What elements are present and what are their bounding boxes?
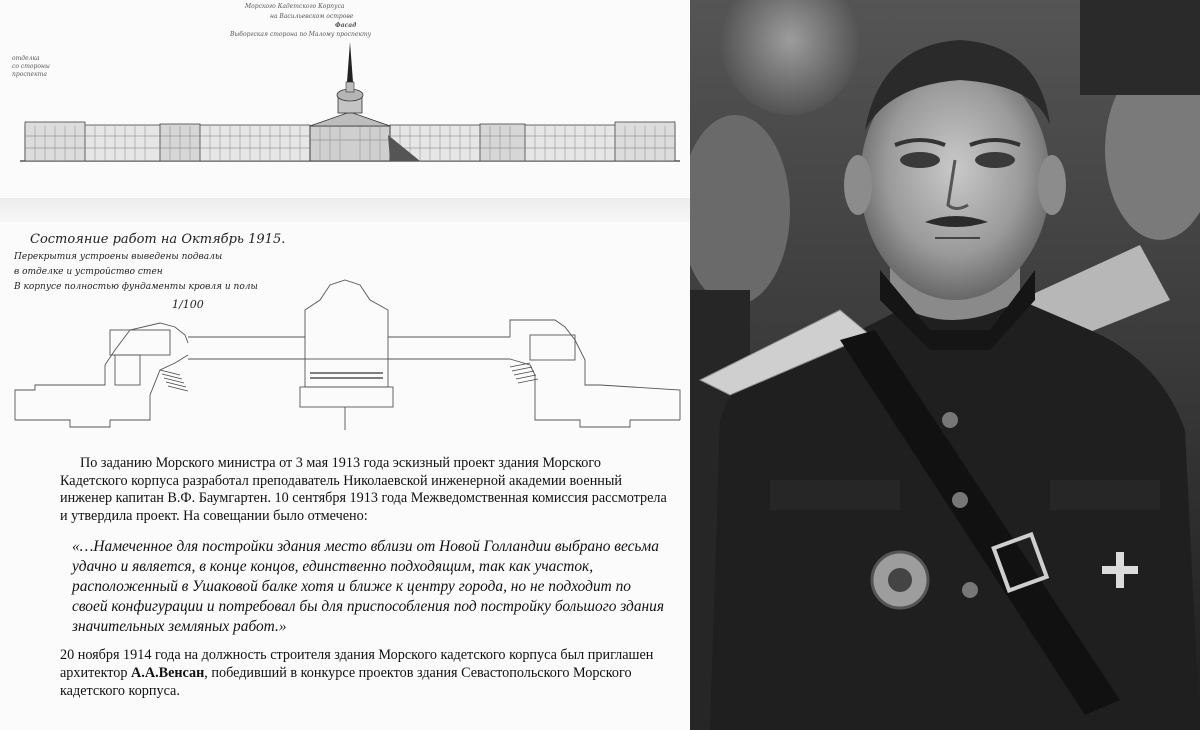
sheet-divider bbox=[0, 198, 690, 222]
drawing-caption-line-4: Выборгская сторона по Малому проспекту bbox=[230, 31, 372, 38]
handwritten-note-4: В корпусе полностью фундаменты кровля и полы bbox=[14, 282, 258, 292]
drawing-side-note-3: проспекта bbox=[12, 71, 47, 78]
article-paragraph-2 bbox=[60, 647, 670, 700]
handwritten-note-2: Перекрытия устроены выведены подвалы bbox=[14, 252, 223, 262]
handwritten-note-3: в отделке и устройство стен bbox=[14, 267, 163, 277]
article-quote: «…Намеченное для постройки здания место вблизи от Новой Голландии выбрано весьма удачно и является, в конце концов, единственно подходящим, так как участок, расположенный в Ушаковой балке хотя и ближе к центру города, но не подходит по своей конфигурации и потребовал бы для приспособления под постройку большого здания значительных земляных работ.» bbox=[72, 538, 665, 636]
drawing-side-note-1: отделка bbox=[12, 55, 40, 62]
drawing-caption-line-2: на Васильевском острове bbox=[270, 13, 354, 20]
article-paragraph-2-start: 20 ноября 1914 года на должность строителя здания Морского кадетского корпуса был приглашен архитектор bbox=[60, 647, 654, 681]
building-facade-elevation bbox=[20, 40, 680, 170]
article-paragraph-1: По заданию Морского министра от 3 мая 1913 года эскизный проект здания Морского Кадетского корпуса разработал преподаватель Николаевской инженерной академии военный инженер капитан В.Ф. Баумгартен. 10 сентября 1913 года Межведомственная комиссия рассмотрела и утвердила проект. На совещании было отмечено: bbox=[60, 455, 667, 524]
architect-name: А.А.Венсан bbox=[131, 664, 205, 681]
article-paragraph-2-end: , победивший в конкурсе проектов здания Севастопольского Морского кадетского корпуса. bbox=[60, 664, 632, 699]
drawing-side-note-2: со стороны bbox=[12, 63, 50, 70]
building-floor-plan bbox=[10, 275, 685, 440]
portrait-photo-panel bbox=[690, 0, 1200, 730]
article-text bbox=[60, 455, 670, 700]
handwritten-note-1: Состояние работ на Октябрь 1915. bbox=[30, 232, 286, 247]
military-officer-portrait-photo bbox=[690, 0, 1200, 730]
drawing-caption-line-3: Фасад bbox=[335, 22, 357, 29]
plan-scale-label: 1/100 bbox=[172, 298, 204, 311]
drawing-caption-line-1: Морского Кадетского Корпуса bbox=[245, 3, 345, 10]
